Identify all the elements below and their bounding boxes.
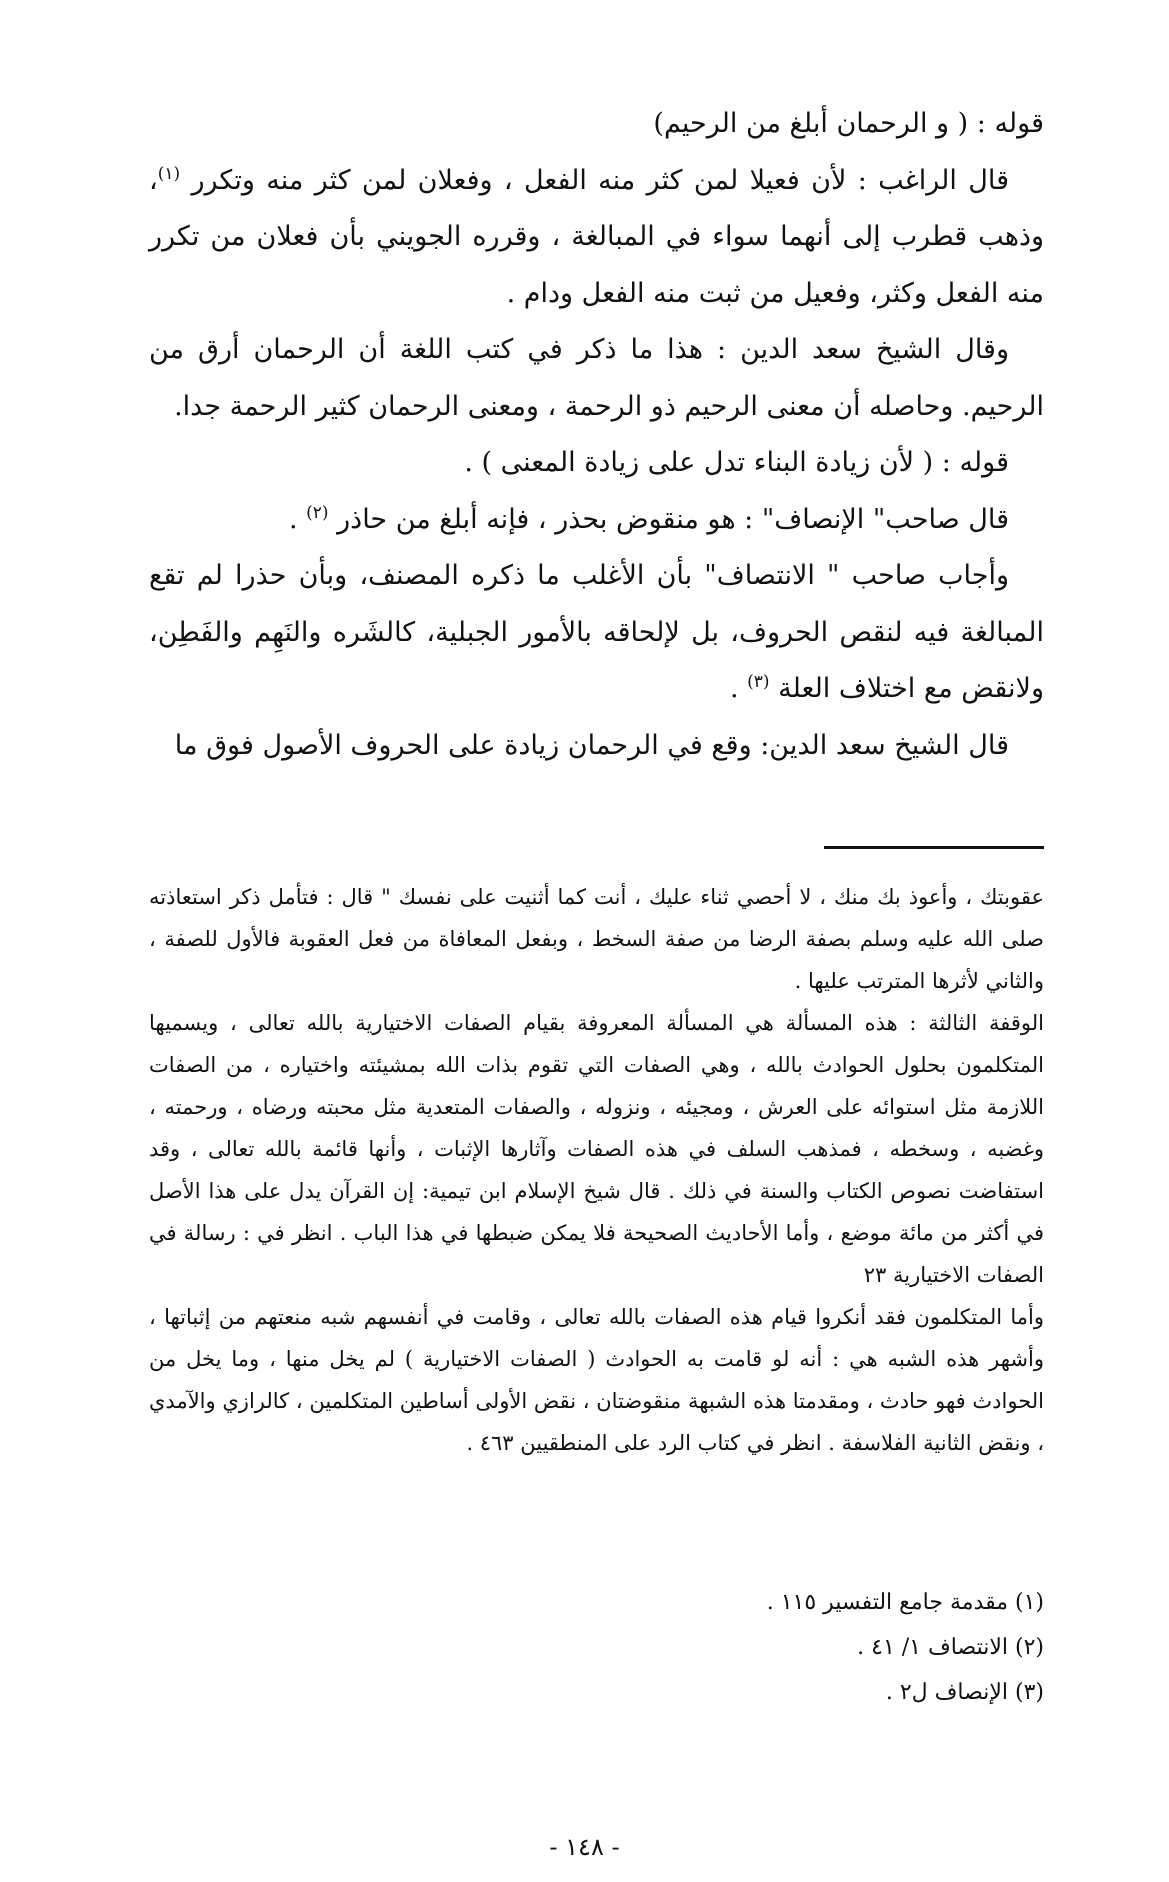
paragraph-5-end: . xyxy=(288,503,307,535)
paragraph-6-text: وأجاب صاحب " الانتصاف" بأن الأغلب ما ذكره المصنف، وبأن حذرا لم تقع المبالغة فيه لنقص الحروف، بل لإلحاقه بالأمور الجبلية، كالشَره والنَهِم والفَطِن، ولانقض مع اختلاف العلة xyxy=(149,560,1044,704)
page-number: - ١٤٨ - xyxy=(549,1833,620,1861)
paragraph-4: قوله : ( لأن زيادة البناء تدل على زيادة المعنى ) . xyxy=(464,447,1009,478)
footnote-mark-1: (١) xyxy=(157,163,181,184)
paragraph-2-cont: ، وذهب قطرب إلى أنهما سواء في المبالغة ، وقرره الجويني بأن فعلان من تكرر منه الفعل وكثر، وفعيل من ثبت منه الفعل ودام . xyxy=(149,164,1044,309)
footnote-text-1: عقوبتك ، وأعوذ بك منك ، لا أحصي ثناء عليك ، أنت كما أثنيت على نفسك " قال : فتأمل ذكر استعاذته صلى الله عليه وسلم بصفة الرضا من صفة السخط ، وبفعل المعافاة من فعل العقوبة فالأول للصفة ، والثاني لأثرها المترتب عليها . xyxy=(149,885,1044,993)
paragraph-6-end: . xyxy=(729,673,748,704)
paragraph-7: قال الشيخ سعد الدين: وقع في الرحمان زيادة على الحروف الأصول فوق ما xyxy=(174,729,1009,761)
paragraph-6 xyxy=(149,548,1044,718)
reference-3: (٣) الإنصاف ل٢ . xyxy=(885,1680,1044,1705)
paragraph-3: وقال الشيخ سعد الدين : هذا ما ذكر في كتب اللغة أن الرحمان أرق من الرحيم. وحاصله أن معنى الرحيم ذو الرحمة ، ومعنى الرحمان كثير الرحمة جدا. xyxy=(149,334,1044,422)
paragraph-1: قوله : ( و الرحمان أبلغ من الرحيم) xyxy=(653,108,1044,139)
footnote-separator xyxy=(824,846,1044,849)
reference-2: (٢) الانتصاف ١/ ٤١ . xyxy=(857,1635,1044,1660)
footnote-mark-2: (٢) xyxy=(306,502,329,523)
paragraph-5-text: قال صاحب" الإنصاف" : هو منقوض بحذر ، فإنه أبلغ من حاذر xyxy=(337,503,1009,535)
paragraph-5 xyxy=(149,492,1044,549)
main-text xyxy=(149,96,1044,774)
paragraph-2-text: قال الراغب : لأن فعيلا لمن كثر منه الفعل ، وفعلان لمن كثر منه وتكرر xyxy=(191,164,1009,196)
paragraph-2 xyxy=(149,153,1044,323)
references-list xyxy=(149,1580,1044,1715)
footnote-text-3: وأما المتكلمون فقد أنكروا قيام هذه الصفات بالله تعالى ، وقامت في أنفسهم شبه منعتهم من إثباتها ، وأشهر هذه الشبه هي : أنه لو قامت به الحوادث ( الصفات الاختيارية ) لم يخل منها ، وما يخل من الحوادث فهو حادث ، ومقدمتا هذه الشبهة منقوضتان ، نقض الأولى أساطين المتكلمين ، كالرازي والآمدي ، ونقض الثانية الفلاسفة . انظر في كتاب الرد على المنطقيين ٤٦٣ . xyxy=(149,1305,1044,1455)
reference-1: (١) مقدمة جامع التفسير ١١٥ . xyxy=(766,1590,1044,1615)
footnotes-block xyxy=(149,876,1044,1464)
footnote-mark-3: (٣) xyxy=(747,672,770,692)
footnote-text-2: الوقفة الثالثة : هذه المسألة هي المسألة المعروفة بقيام الصفات الاختيارية بالله تعالى ، ويسميها المتكلمون بحلول الحوادث بالله ، وهي الصفات التي تقوم بذات الله بمشيئته واختياره ، من الصفات اللازمة مثل استوائه على العرش ، ومجيئه ، ونزوله ، والصفات المتعدية مثل محبته ورضاه ، ورحمته ، وغضبه ، وسخطه ، فمذهب السلف في هذه الصفات وآثارها الإثبات ، وأنها قائمة بالله تعالى ، وقد استفاضت نصوص الكتاب والسنة في ذلك . قال شيخ الإسلام ابن تيمية: إن القرآن يدل على هذا الأصل في أكثر من مائة موضع ، وأما الأحاديث الصحيحة فلا يمكن ضبطها في هذا الباب . انظر في : رسالة في الصفات الاختيارية ٢٣ xyxy=(149,1011,1044,1287)
